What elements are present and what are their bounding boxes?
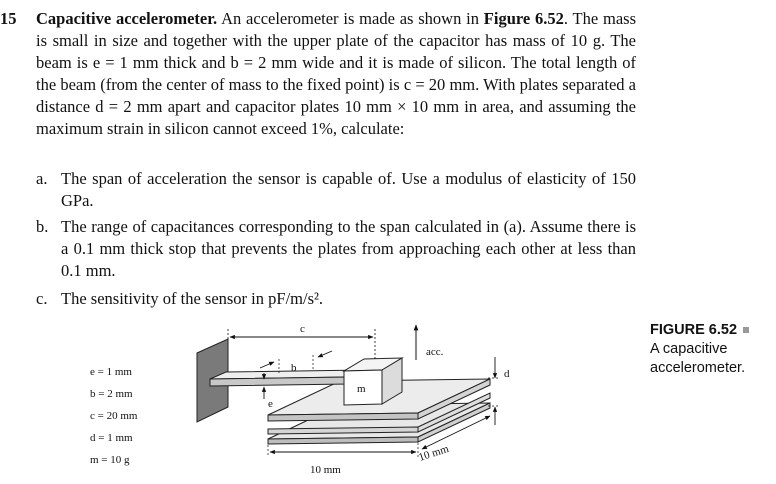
item-text: The sensitivity of the sensor in pF/m/s².: [61, 289, 324, 308]
upper-plate-front: [268, 413, 418, 421]
figure-caption-label: FIGURE 6.52: [650, 322, 738, 338]
item-label: c.: [36, 289, 48, 308]
problem-body-1: An accelerometer is made as shown in: [217, 9, 484, 28]
label-dim-side: 10 mm: [417, 442, 451, 464]
label-b: b: [291, 362, 297, 374]
label-dim-bottom: 10 mm: [310, 464, 341, 476]
problem-number: 15: [0, 9, 17, 28]
item-text: The range of capacitances corresponding to the span calculated in (a). Assume there is a 0.1 mm thick stop that prevents the plates from approaching each other at less than 0.1 mm.: [61, 217, 636, 280]
label-e: e: [268, 398, 273, 410]
problem-body-2: . The mass is small in size and together with the upper plate of the capacitor has mass of 10 g. The beam is e = 1 mm thick and b = 2 mm wide and it is made of silicon. The total length of the beam (from the center of mass to the fixed point) is c = 20 mm. With plates separated a distance d = 2 mm apart and capacitor plates 10 mm × 10 mm in area, and assuming the maximum strain in silicon cannot exceed 1%, calculate:: [36, 9, 636, 138]
caption-square-icon: [743, 327, 749, 333]
param-d: d = 1 mm: [90, 432, 133, 444]
item-text: The span of acceleration the sensor is capable of. Use a modulus of elasticity of 150 GPa.: [61, 169, 636, 210]
label-d: d: [504, 368, 510, 380]
param-e: e = 1 mm: [90, 366, 132, 378]
param-b: b = 2 mm: [90, 388, 133, 400]
figure-caption: [650, 321, 770, 378]
figure-caption-text: A capacitive accelerometer.: [650, 341, 746, 376]
accelerometer-diagram: [80, 315, 510, 480]
problem-statement: [36, 8, 636, 140]
label-acc: acc.: [426, 346, 444, 358]
item-label: a.: [36, 169, 48, 188]
problem-title: Capacitive accelerometer.: [36, 9, 218, 28]
item-label: b.: [36, 217, 49, 236]
mass-label: m: [357, 383, 366, 395]
label-c: c: [300, 323, 305, 335]
param-c: c = 20 mm: [90, 410, 138, 422]
list-item-b: [36, 216, 636, 282]
list-item-c: [36, 288, 636, 310]
figure-reference: Figure 6.52: [483, 9, 564, 28]
param-m: m = 10 g: [90, 454, 130, 466]
list-item-a: [36, 168, 636, 212]
beam-front: [210, 377, 348, 386]
